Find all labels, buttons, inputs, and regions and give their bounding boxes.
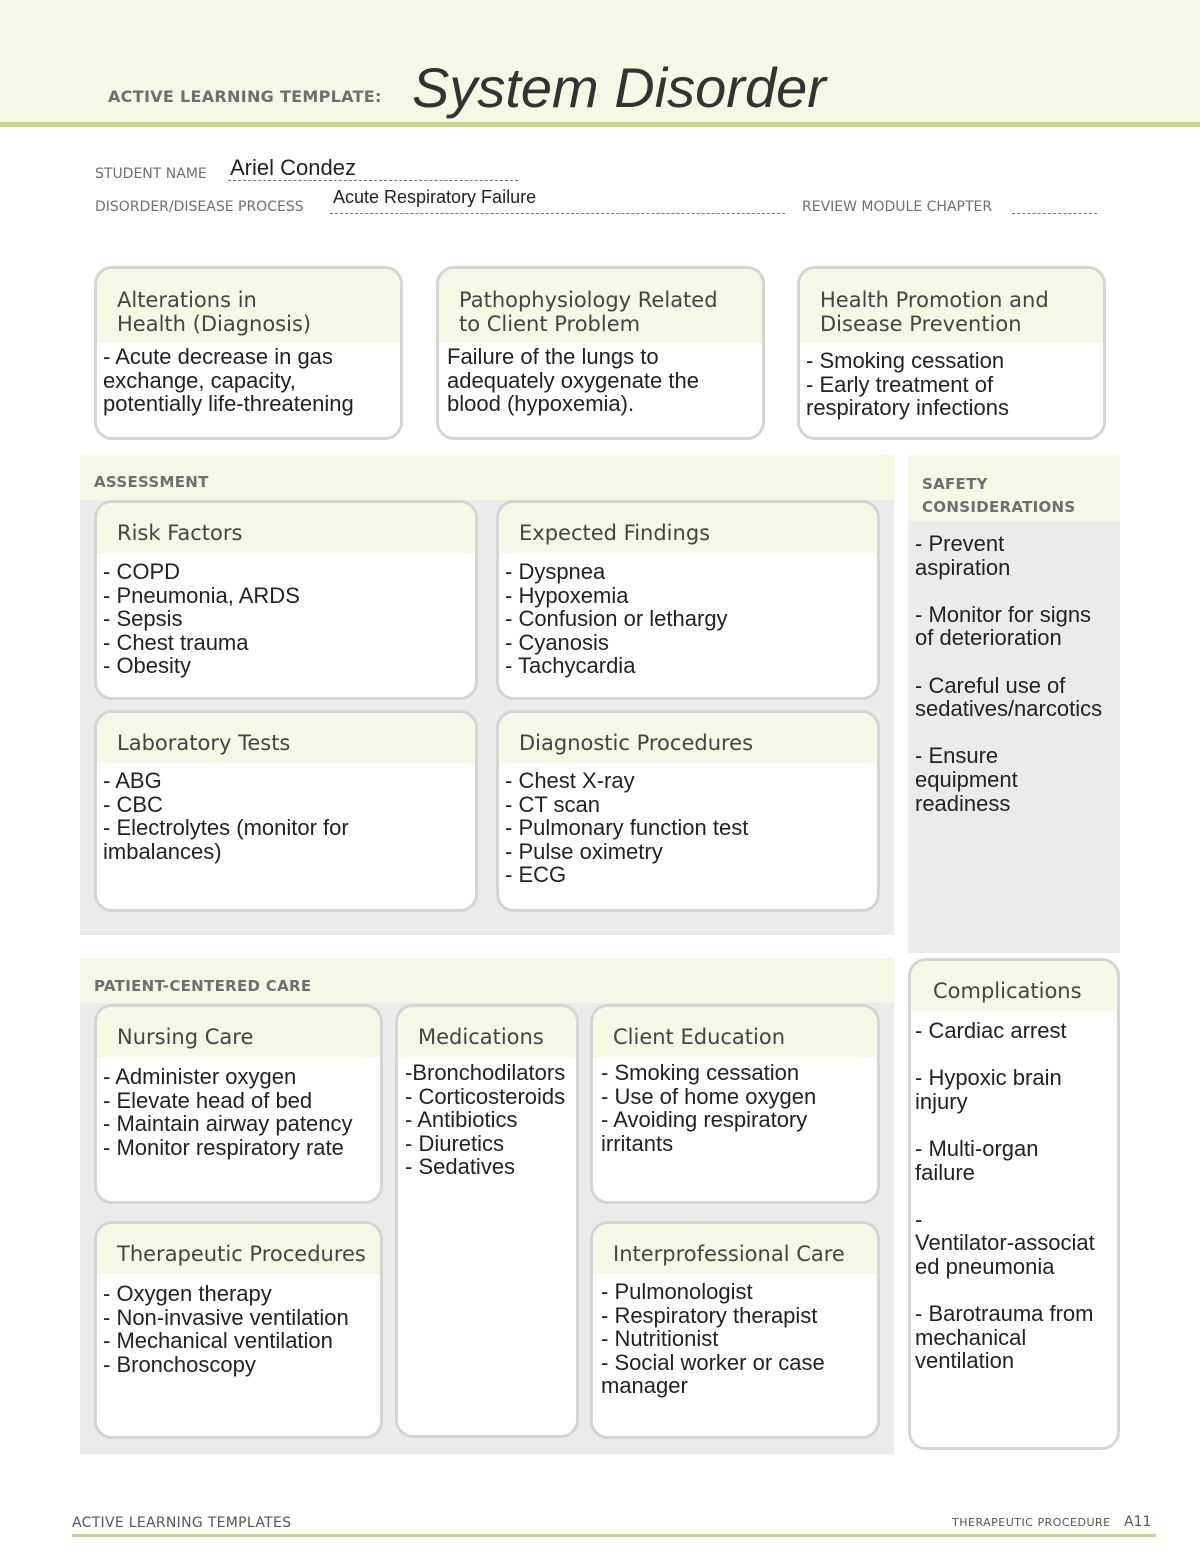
therapeutic-procedures-title: Therapeutic Procedures <box>97 1224 380 1274</box>
alterations-box <box>94 266 403 440</box>
footer-divider <box>72 1534 1156 1537</box>
client-education-title: Client Education <box>593 1007 877 1057</box>
complications-box <box>908 958 1120 1450</box>
therapeutic-procedures-body: - Oxygen therapy - Non-invasive ventilation - Mechanical ventilation - Bronchoscopy <box>103 1281 349 1377</box>
risk-factors-body: - COPD - Pneumonia, ARDS - Sepsis - Chest trauma - Obesity <box>103 559 300 679</box>
laboratory-tests-box <box>94 710 478 912</box>
alterations-body: - Acute decrease in gas exchange, capacity, potentially life-threatening <box>103 344 354 417</box>
student-name-label: STUDENT NAME <box>95 166 207 182</box>
health-promotion-body: - Smoking cessation - Early treatment of respiratory infections <box>806 348 1009 421</box>
health-promotion-title: Health Promotion and Disease Prevention <box>800 269 1103 343</box>
diagnostic-procedures-box <box>496 710 880 912</box>
safety-heading: SAFETY CONSIDERATIONS <box>922 475 1076 516</box>
nursing-care-body: - Administer oxygen - Elevate head of bed - Maintain airway patency - Monitor respiratory rate <box>103 1064 353 1160</box>
medications-title: Medications <box>398 1007 576 1057</box>
therapeutic-procedures-box <box>94 1221 383 1439</box>
safety-body: - Prevent aspiration - Monitor for signs of deterioration - Careful use of sedatives/narcotics - Ensure equipment readiness <box>915 531 1103 816</box>
diagnostic-procedures-title: Diagnostic Procedures <box>499 713 877 763</box>
risk-factors-title: Risk Factors <box>97 503 475 553</box>
disorder-underline <box>330 213 785 214</box>
health-promotion-box <box>797 266 1106 440</box>
disorder-label: DISORDER/DISEASE PROCESS <box>95 199 304 215</box>
complications-body: - Cardiac arrest - Hypoxic brain injury - Multi-organ failure - Ventilator-associat ed pneumonia - Barotrauma from mechanical ventilation <box>915 1018 1095 1374</box>
medications-box <box>395 1004 579 1438</box>
expected-findings-body: - Dyspnea - Hypoxemia - Confusion or lethargy - Cyanosis - Tachycardia <box>505 559 728 679</box>
student-name-underline <box>228 180 518 181</box>
client-education-body: - Smoking cessation - Use of home oxygen - Avoiding respiratory irritants <box>601 1060 817 1156</box>
alterations-title: Alterations in Health (Diagnosis) <box>97 269 400 343</box>
review-chapter-underline <box>1012 213 1097 214</box>
disorder-field[interactable]: Acute Respiratory Failure <box>333 187 537 207</box>
template-label: ACTIVE LEARNING TEMPLATE: <box>108 87 382 106</box>
header-divider <box>0 122 1200 127</box>
risk-factors-box <box>94 500 478 700</box>
client-education-box <box>590 1004 880 1204</box>
expected-findings-box <box>496 500 880 700</box>
medications-body: -Bronchodilators - Corticosteroids - Antibiotics - Diuretics - Sedatives <box>405 1060 566 1180</box>
laboratory-tests-title: Laboratory Tests <box>97 713 475 763</box>
interprofessional-care-box <box>590 1221 880 1439</box>
pathophysiology-title: Pathophysiology Related to Client Problem <box>439 269 762 343</box>
page-title: System Disorder <box>412 56 826 119</box>
review-chapter-label: REVIEW MODULE CHAPTER <box>802 199 993 215</box>
student-name-field[interactable]: Ariel Condez <box>230 155 356 180</box>
nursing-care-box <box>94 1004 383 1204</box>
laboratory-tests-body: - ABG - CBC - Electrolytes (monitor for imbalances) <box>103 768 349 864</box>
expected-findings-title: Expected Findings <box>499 503 877 553</box>
interprofessional-care-title: Interprofessional Care <box>593 1224 877 1274</box>
footer-page-number: A11 <box>1124 1514 1152 1530</box>
nursing-care-title: Nursing Care <box>97 1007 380 1057</box>
pathophysiology-box <box>436 266 765 440</box>
pathophysiology-body: Failure of the lungs to adequately oxygenate the blood (hypoxemia). <box>447 344 699 417</box>
interprofessional-care-body: - Pulmonologist - Respiratory therapist - Nutritionist - Social worker or case manager <box>601 1279 825 1399</box>
footer-section: THERAPEUTIC PROCEDURE <box>952 1516 1111 1529</box>
assessment-heading: ASSESSMENT <box>94 473 209 491</box>
patient-care-heading: PATIENT-CENTERED CARE <box>94 977 312 995</box>
diagnostic-procedures-body: - Chest X-ray - CT scan - Pulmonary function test - Pulse oximetry - ECG <box>505 768 749 888</box>
complications-title: Complications <box>911 961 1117 1011</box>
footer-title: ACTIVE LEARNING TEMPLATES <box>72 1515 292 1531</box>
